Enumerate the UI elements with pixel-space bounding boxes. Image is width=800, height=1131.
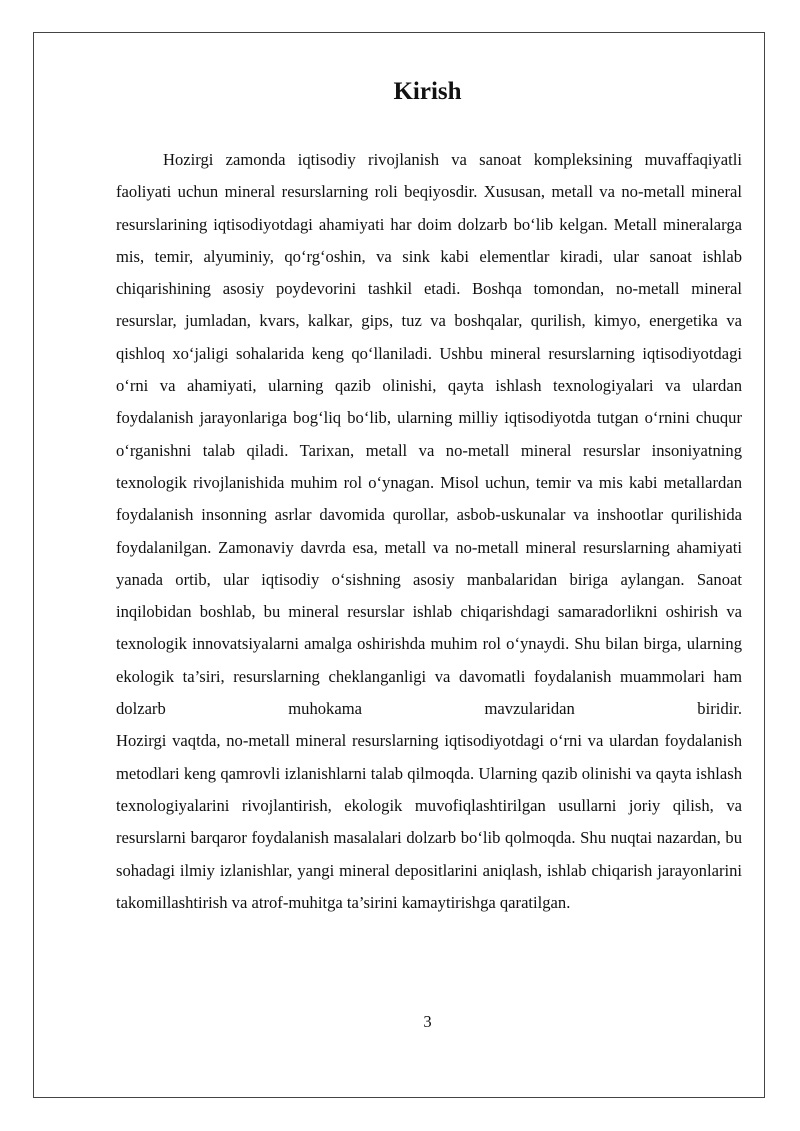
paragraph-2: Hozirgi vaqtda, no-metall mineral resurslarning iqtisodiyotdagi o‘rni va ulardan foydalanish metodlari keng qamrovli izlanishlarni talab qilmoqda. Ularning qazib olinishi va qayta ishlash texnologiyalarini rivojlantirish, ekologik muvofiqlashtirilgan usullarni joriy qilish, va resurslarni barqaror foydalanish masalalari dolzarb bo‘lib qolmoqda. Shu nuqtai nazardan, bu sohadagi ilmiy izlanishlar, yangi mineral depositlarini aniqlash, ishlab chiqarish jarayonlarini takomillashtirish va atrof-muhitga ta’sirini kamaytirishga qaratilgan. bbox=[116, 731, 742, 912]
body-text bbox=[116, 144, 742, 919]
page-number: 3 bbox=[423, 1012, 432, 1031]
page-title: Kirish bbox=[393, 78, 462, 105]
paragraph-1: Hozirgi zamonda iqtisodiy rivojlanish va sanoat kompleksining muvaffaqiyatli faoliyati uchun mineral resurslarning roli beqiyosdir. Xususan, metall va no-metall mineral resurslarining iqtisodiyotdagi ahamiyati har doim dolzarb bo‘lib kelgan. Metall mineralarga mis, temir, alyuminiy, qo‘rg‘oshin, va sink kabi elementlar kiradi, ular sanoat ishlab chiqarishining asosiy poydevorini tashkil etadi. Boshqa tomondan, no-metall mineral resurslar, jumladan, kvars, kalkar, gips, tuz va boshqalar, qurilish, kimyo, energetika va qishloq xo‘jaligi sohalarida keng qo‘llaniladi. Ushbu mineral resurslarning iqtisodiyotdagi o‘rni va ahamiyati, ularning qazib olinishi, qayta ishlash texnologiyalari va ulardan foydalanish jarayonlariga bog‘liq bo‘lib, ularning milliy iqtisodiyotda tutgan o‘rnini chuqur o‘rganishni talab qiladi. Tarixan, metall va no-metall mineral resurslar insoniyatning texnologik rivojlanishida muhim rol o‘ynagan. Misol uchun, temir va mis kabi metallardan foydalanish insonning asrlar davomida qurollar, asbob-uskunalar va inshootlar qurilishida foydalanilgan. Zamonaviy davrda esa, metall va no-metall mineral resurslarning ahamiyati yanada ortib, ular iqtisodiy o‘sishning asosiy manbalaridan biriga aylangan. Sanoat inqilobidan boshlab, bu mineral resurslar ishlab chiqarishdagi samaradorlikni oshirish va texnologik innovatsiyalarni amalga oshirishda muhim rol o‘ynaydi. Shu bilan birga, ularning ekologik ta’siri, resurslarning cheklanganligi va davomatli foydalanish muammolari ham dolzarb muhokama mavzularidan biridir. bbox=[116, 150, 742, 719]
